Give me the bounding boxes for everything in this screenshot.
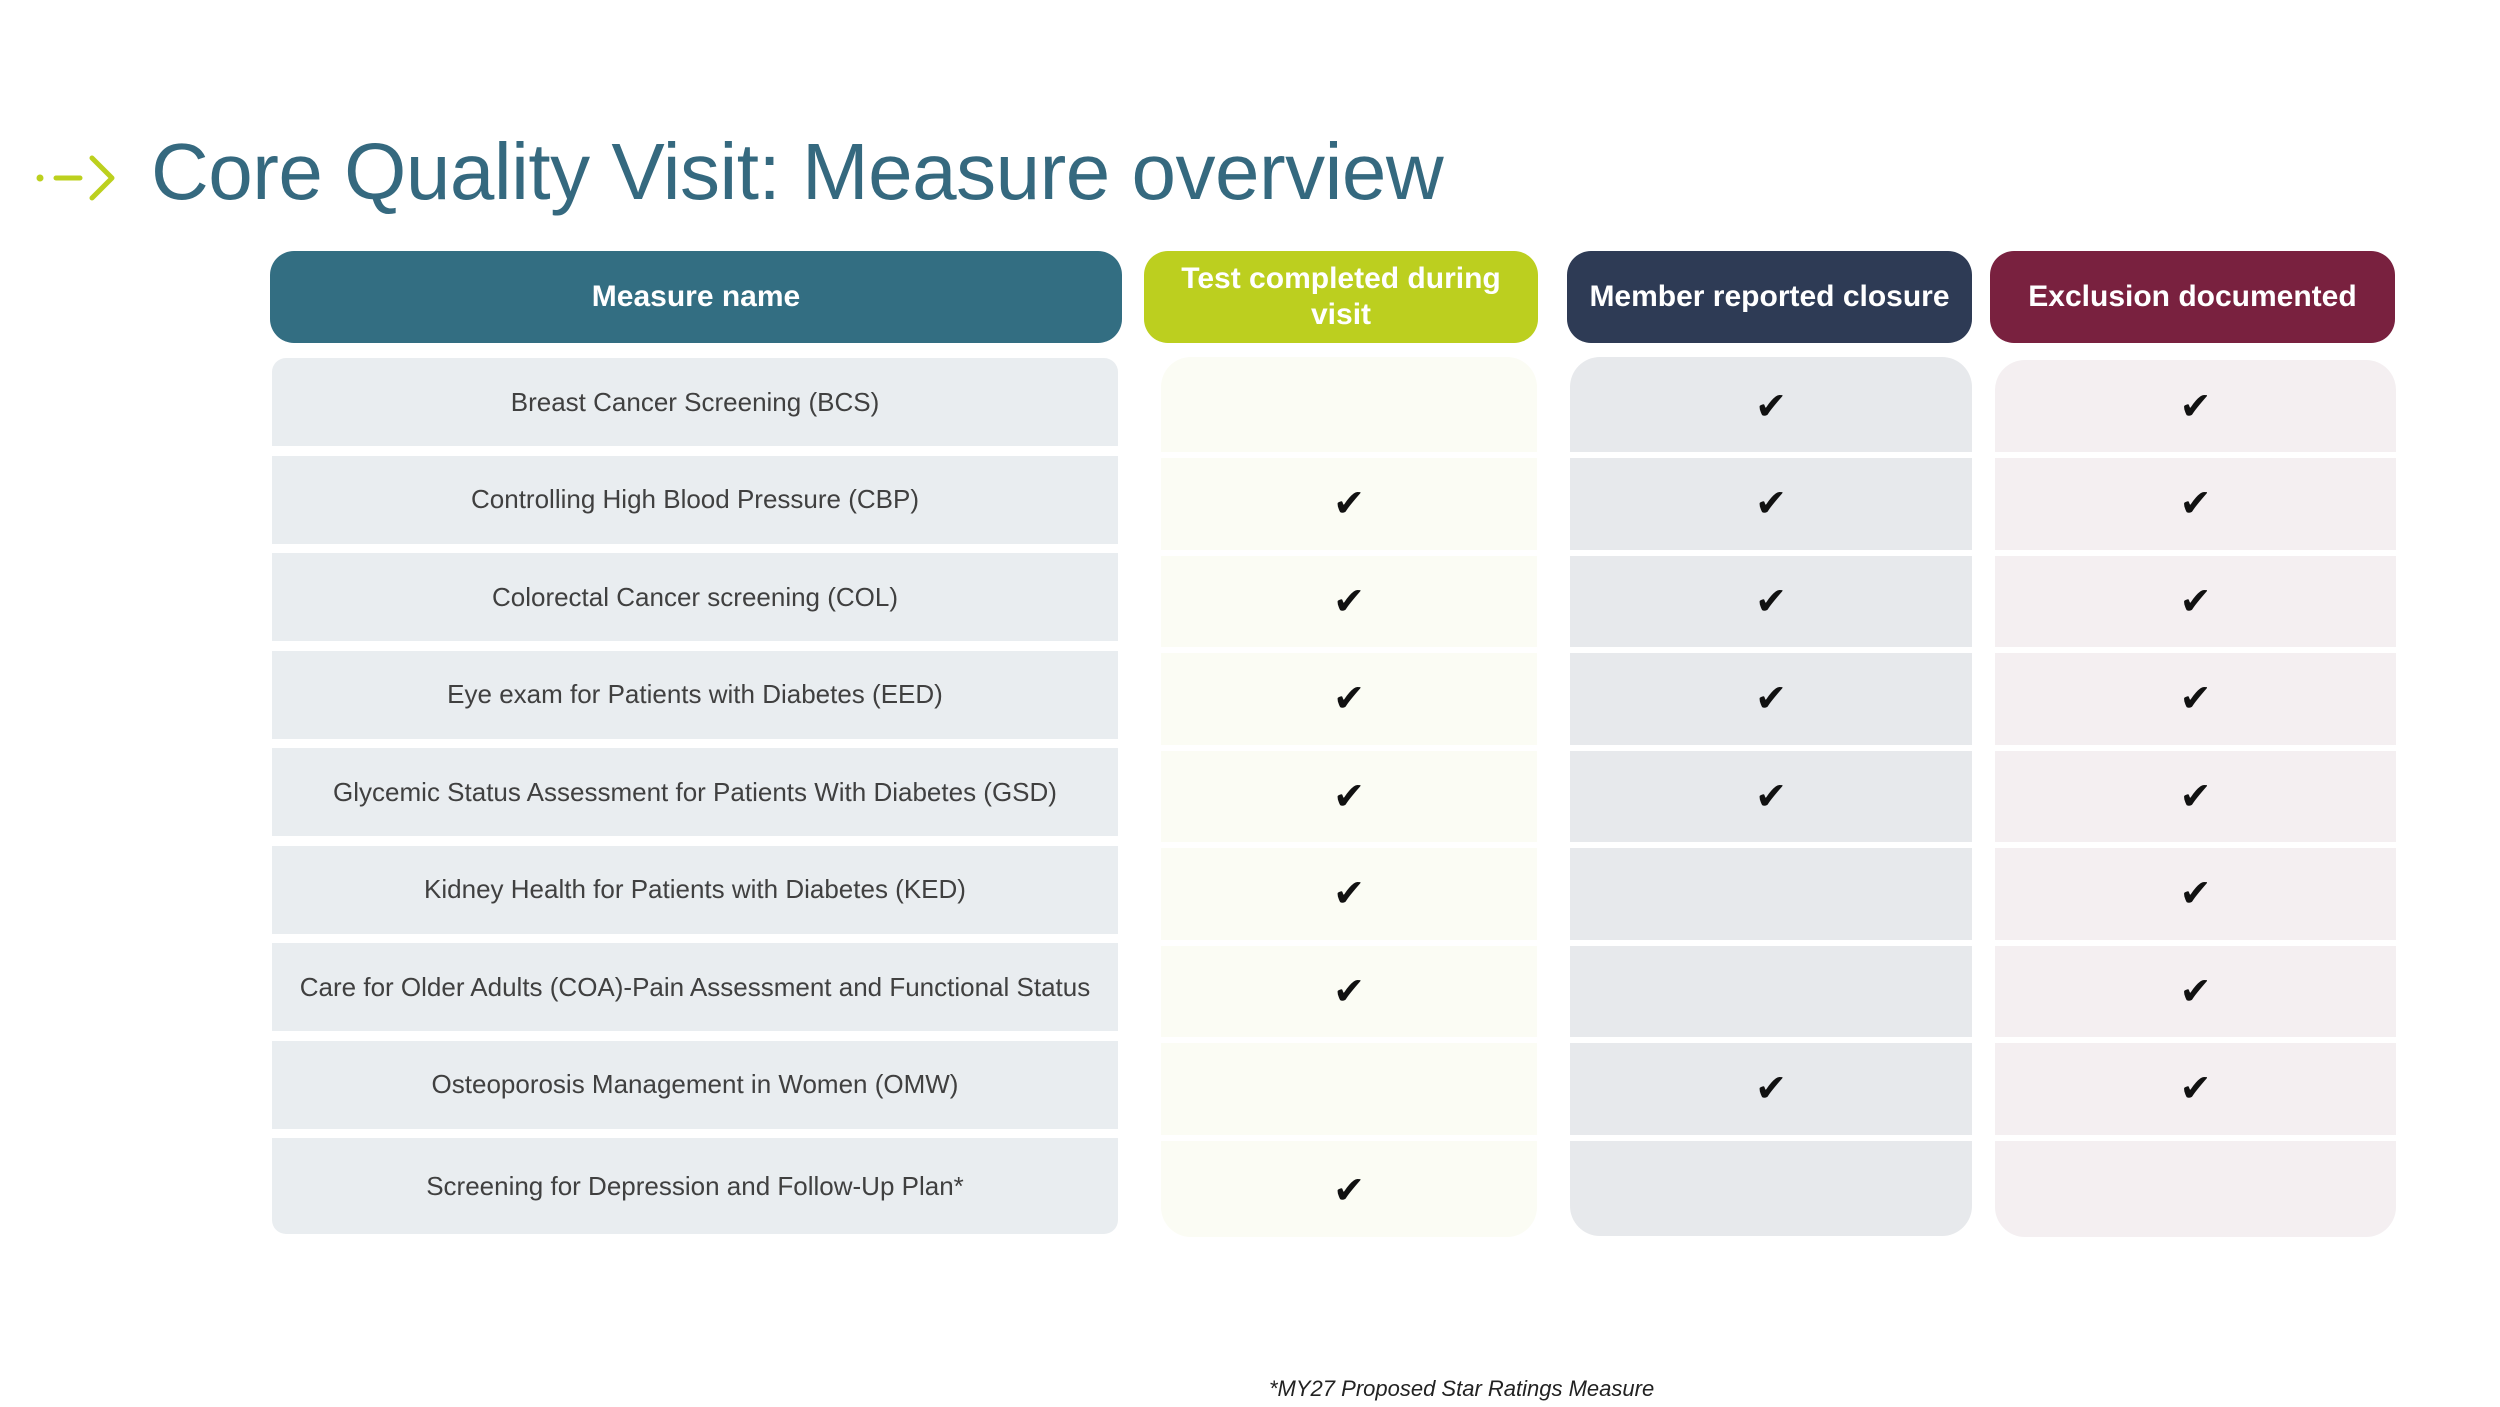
test-check-cell: ✔ <box>1333 483 1365 525</box>
measure-name-cell: Controlling High Blood Pressure (CBP) <box>272 456 1118 544</box>
member-check-cell: ✔ <box>1755 580 1787 623</box>
measure-name-cell: Care for Older Adults (COA)-Pain Assessment and Functional Status <box>272 943 1118 1031</box>
test-check-cell: ✔ <box>1333 580 1365 623</box>
row-divider <box>1570 550 1972 556</box>
row-divider <box>1161 842 1537 848</box>
row-divider <box>1161 550 1537 556</box>
page-title: Core Quality Visit: Measure overview <box>151 127 1444 216</box>
row-divider <box>1995 550 2396 556</box>
header-test-completed: Test completed during visit <box>1144 251 1538 343</box>
row-divider <box>1161 1135 1537 1141</box>
measure-name-cell: Eye exam for Patients with Diabetes (EED) <box>272 651 1118 739</box>
measure-name-cell: Kidney Health for Patients with Diabetes (KED) <box>272 846 1118 934</box>
row-divider <box>1995 452 2396 458</box>
test-check-cell: ✔ <box>1333 1169 1365 1212</box>
exclusion-check-cell: ✔ <box>2179 775 2212 818</box>
member-check-cell: ✔ <box>1755 1068 1787 1110</box>
header-measure-name: Measure name <box>270 251 1122 343</box>
member-check-cell <box>1570 850 1972 938</box>
test-check-cell <box>1161 1045 1537 1133</box>
measure-name-cell: Screening for Depression and Follow-Up Plan* <box>272 1138 1118 1234</box>
exclusion-check-cell: ✔ <box>2179 385 2212 428</box>
header-member-reported: Member reported closure <box>1567 251 1972 343</box>
measure-name-cell: Glycemic Status Assessment for Patients With Diabetes (GSD) <box>272 748 1118 836</box>
footnote: *MY27 Proposed Star Ratings Measure <box>1269 1376 1655 1401</box>
member-check-cell: ✔ <box>1755 678 1787 720</box>
member-check-cell: ✔ <box>1755 775 1787 818</box>
row-divider <box>1570 745 1972 751</box>
row-divider <box>1570 940 1972 946</box>
member-check-cell <box>1570 1142 1972 1238</box>
exclusion-check-cell: ✔ <box>2179 1068 2212 1110</box>
row-divider <box>1161 940 1537 946</box>
row-divider <box>1570 1135 1972 1141</box>
row-divider <box>1570 842 1972 848</box>
header-exclusion: Exclusion documented <box>1990 251 2395 343</box>
row-divider <box>1995 1135 2396 1141</box>
row-divider <box>1161 1037 1537 1043</box>
row-divider <box>1570 647 1972 653</box>
row-divider <box>1995 647 2396 653</box>
exclusion-check-cell: ✔ <box>2179 580 2212 623</box>
member-check-cell: ✔ <box>1755 385 1787 428</box>
test-check-cell: ✔ <box>1333 678 1365 720</box>
test-check-cell: ✔ <box>1333 775 1365 818</box>
member-check-cell: ✔ <box>1755 483 1787 525</box>
row-divider <box>1161 452 1537 458</box>
measure-name-cell: Osteoporosis Management in Women (OMW) <box>272 1041 1118 1129</box>
test-check-cell: ✔ <box>1333 970 1365 1013</box>
test-check-cell: ✔ <box>1333 873 1365 915</box>
exclusion-check-cell <box>1995 1142 2396 1238</box>
arrow-icon <box>34 150 118 206</box>
row-divider <box>1995 745 2396 751</box>
row-divider <box>1570 452 1972 458</box>
row-divider <box>1995 940 2396 946</box>
exclusion-check-cell: ✔ <box>2179 483 2212 525</box>
exclusion-check-cell: ✔ <box>2179 678 2212 720</box>
test-check-cell <box>1161 362 1537 450</box>
row-divider <box>1570 1037 1972 1043</box>
row-divider <box>1995 1037 2396 1043</box>
exclusion-check-cell: ✔ <box>2179 873 2212 915</box>
measure-name-cell: Colorectal Cancer screening (COL) <box>272 553 1118 641</box>
row-divider <box>1161 745 1537 751</box>
member-check-cell <box>1570 947 1972 1035</box>
measure-name-cell: Breast Cancer Screening (BCS) <box>272 358 1118 446</box>
row-divider <box>1161 647 1537 653</box>
exclusion-check-cell: ✔ <box>2179 970 2212 1013</box>
row-divider <box>1995 842 2396 848</box>
